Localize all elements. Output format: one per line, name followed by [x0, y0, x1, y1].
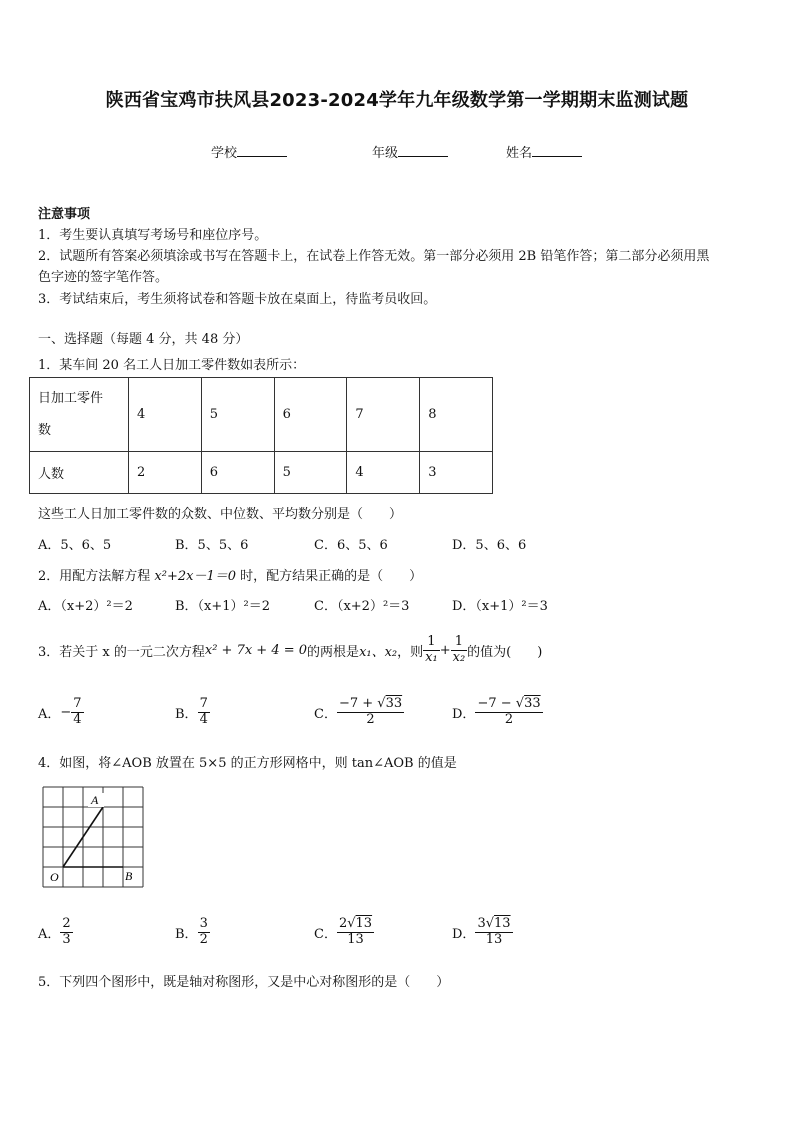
option-label: B． — [175, 926, 198, 942]
q1-option-d: D．5、6、6 — [452, 538, 527, 553]
option-fraction — [337, 917, 374, 948]
denominator: x₁ — [425, 649, 438, 665]
option-fraction — [337, 697, 404, 728]
option-label: D． — [452, 926, 476, 942]
numerator: 7 — [199, 695, 208, 711]
numerator: 7 — [73, 695, 82, 711]
option-label: A． — [38, 706, 61, 722]
q3-equation: x² + 7x + 4 = 0 — [204, 642, 308, 658]
option-label: C． — [314, 706, 337, 722]
table-cell: 6 — [274, 378, 347, 452]
point-a-label: A — [91, 793, 99, 807]
option-label: C． — [314, 926, 337, 942]
q3-roots: x₁、x₂ — [359, 644, 398, 660]
denominator: 4 — [73, 711, 82, 727]
q1-stem: 1．某车间 20 名工人日加工零件数如表所示： — [38, 358, 306, 373]
table-cell: 3 — [420, 452, 493, 494]
q3-stem-text: 的两根是 — [307, 644, 360, 660]
table-cell: 8 — [420, 378, 493, 452]
q3-stem-text: 3．若关于 x 的一元二次方程 — [38, 644, 205, 660]
school-field — [211, 142, 287, 161]
notice-heading: 注意事项 — [38, 207, 91, 222]
school-label: 学校 — [211, 146, 238, 161]
school-blank — [237, 144, 287, 157]
page-title: 陕西省宝鸡市扶风县2023-2024学年九年级数学第一学期期末监测试题 — [105, 90, 689, 111]
q3-option-b — [175, 690, 210, 734]
q2-option-c: C．（x+2）²＝3 — [314, 599, 410, 614]
denominator: 2 — [199, 931, 208, 947]
grade-label: 年级 — [372, 146, 399, 161]
option-fraction — [475, 917, 512, 948]
denominator: 3 — [62, 931, 71, 947]
table-row — [30, 378, 493, 452]
q2-stem-text: 2．用配方法解方程 — [38, 569, 155, 584]
notice-item-3: 3．考试结束后，考生须将试卷和答题卡放在桌面上，待监考员收回。 — [38, 292, 437, 307]
radicand: 33 — [524, 695, 541, 711]
option-label: A． — [38, 926, 61, 942]
numerator: 3 — [199, 915, 208, 931]
q4-grid-figure — [38, 782, 150, 890]
name-field — [506, 142, 582, 161]
table-cell: 4 — [129, 378, 202, 452]
grade-field — [372, 142, 448, 161]
numerator: 1 — [454, 633, 464, 649]
option-fraction — [198, 917, 210, 948]
point-b-label: B — [125, 869, 133, 883]
q1-option-a: A．5、6、5 — [38, 538, 112, 553]
q1-question: 这些工人日加工零件数的众数、中位数、平均数分别是（ ） — [38, 507, 403, 522]
notice-item-1: 1．考生要认真填写考场号和座位序号。 — [38, 228, 268, 243]
q2-stem — [38, 565, 422, 584]
q1-option-c: C．6、5、6 — [314, 538, 388, 553]
numerator-text: −7 − — [477, 695, 516, 711]
denominator: 2 — [337, 712, 404, 728]
q2-option-b: B．（x+1）²＝2 — [175, 599, 271, 614]
grade-blank — [398, 144, 448, 157]
q4-option-d — [452, 910, 513, 954]
q4-option-a — [38, 910, 73, 954]
denominator: 13 — [337, 932, 374, 948]
table-cell: 5 — [274, 452, 347, 494]
radicand: 13 — [494, 915, 511, 931]
q2-equation: x²+2x－1＝0 — [154, 569, 236, 584]
numerator-text: 2 — [338, 915, 348, 931]
numerator: −7 − √33 — [477, 695, 541, 711]
option-fraction — [475, 697, 542, 728]
option-fraction — [198, 697, 210, 728]
notice-item-2-cont: 色字迹的签字笔作答。 — [38, 270, 169, 285]
q4-stem: 4．如图，将∠AOB 放置在 5×5 的正方形网格中，则 tan∠AOB 的值是 — [38, 756, 457, 771]
denominator: 2 — [475, 712, 542, 728]
table-row — [30, 452, 493, 494]
name-blank — [532, 144, 582, 157]
radicand: 13 — [355, 915, 373, 931]
point-o-label: O — [50, 870, 59, 884]
q2-option-a: A．（x+2）²＝2 — [38, 599, 133, 614]
table-cell: 人数 — [30, 452, 129, 494]
table-cell: 2 — [129, 452, 202, 494]
table-cell — [30, 378, 129, 452]
q2-option-d: D．（x+1）²＝3 — [452, 599, 548, 614]
table-cell: 4 — [347, 452, 420, 494]
q5-stem: 5．下列四个图形中，既是轴对称图形，又是中心对称图形的是（ ） — [38, 975, 450, 990]
q3-option-c — [314, 690, 404, 734]
denominator: 4 — [199, 711, 208, 727]
row-label: 日加工零件 — [38, 390, 104, 406]
q1-table — [29, 377, 493, 494]
q3-option-d — [452, 690, 543, 734]
numerator: 2 — [62, 915, 71, 931]
row-label: 数 — [38, 422, 52, 438]
option-label: D． — [452, 706, 476, 722]
q3-stem — [38, 628, 542, 672]
table-cell: 6 — [201, 452, 274, 494]
numerator-text: −7 + — [338, 695, 378, 711]
denominator: x₂ — [452, 649, 466, 665]
plus-sign: + — [439, 642, 451, 658]
table-cell: 5 — [201, 378, 274, 452]
minus-sign: − — [60, 704, 72, 720]
q3-stem-text: 的值为( ) — [467, 644, 543, 660]
q4-option-b — [175, 910, 210, 954]
name-label: 姓名 — [506, 146, 533, 161]
section-heading: 一、选择题（每题 4 分，共 48 分） — [38, 332, 249, 347]
q3-stem-text: ，则 — [397, 644, 424, 660]
option-fraction — [71, 697, 83, 728]
option-label: B． — [175, 706, 198, 722]
radicand: 33 — [385, 695, 403, 711]
q4-option-c — [314, 910, 374, 954]
numerator: 2√13 — [338, 915, 373, 931]
q3-option-a — [38, 690, 84, 734]
numerator: −7 + √33 — [338, 695, 403, 711]
numerator: 3√13 — [477, 915, 511, 931]
q1-option-b: B．5、5、6 — [175, 538, 249, 553]
numerator: 1 — [427, 633, 436, 649]
q2-stem-text: 时，配方结果正确的是（ ） — [236, 569, 423, 584]
option-fraction — [60, 917, 72, 948]
numerator-text: 3 — [477, 915, 486, 931]
q3-fraction-2 — [451, 635, 468, 666]
notice-item-2: 2．试题所有答案必须填涂或书写在答题卡上，在试卷上作答无效。第一部分必须用 2B 铅笔作答；第二部分必须用黑 — [38, 249, 710, 264]
denominator: 13 — [475, 932, 512, 948]
q3-fraction-1 — [423, 635, 440, 666]
table-cell: 7 — [347, 378, 420, 452]
